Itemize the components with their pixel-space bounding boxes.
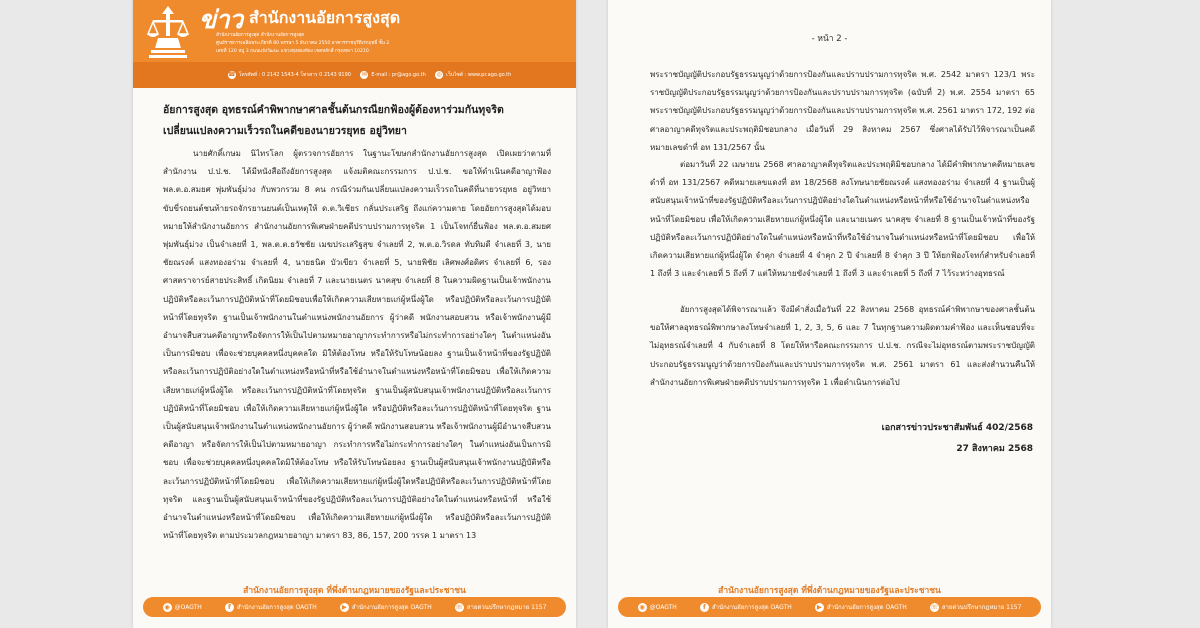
footer-hotline bbox=[455, 602, 547, 612]
footer-tagline: สำนักงานอัยการสูงสุด ที่พึ่งด้านกฎหมายของรัฐและประชาชน bbox=[718, 586, 941, 596]
contact-row bbox=[133, 69, 576, 81]
contact-email-text: E-mail : pr@ago.go.th bbox=[371, 72, 426, 78]
page-number: - หน้า 2 - bbox=[811, 34, 848, 44]
facebook-icon: f bbox=[700, 603, 709, 612]
contact-phone bbox=[228, 71, 351, 79]
footer-instagram bbox=[163, 603, 202, 612]
masthead bbox=[133, 0, 576, 88]
footer-item-text: @OAGTH bbox=[649, 603, 677, 611]
contact-website-text: เว็บไซต์ : www.pr.ago.go.th bbox=[446, 72, 512, 78]
masthead-sub-line: เลขที่ 120 หมู่ 3 ถนนแจ้งวัฒนะ แขวงทุ่งสองห้อง เขตหลักสี่ กรุงเทพฯ 10210 bbox=[216, 49, 369, 54]
email-icon: ✉ bbox=[361, 71, 367, 78]
website-icon: ◎ bbox=[436, 71, 442, 78]
press-release-page-2 bbox=[608, 0, 1051, 628]
footer-item-text: @OAGTH bbox=[174, 603, 202, 611]
facebook-icon: f bbox=[225, 603, 234, 612]
contact-website bbox=[435, 71, 511, 79]
youtube-icon: ▶ bbox=[816, 602, 822, 611]
footer-instagram bbox=[638, 603, 677, 612]
press-release-page-1 bbox=[133, 0, 576, 628]
instagram-icon: ◉ bbox=[639, 602, 645, 611]
footer-social-bar bbox=[618, 597, 1041, 617]
footer-social-bar bbox=[143, 597, 566, 617]
footer-item-text: สายด่วนปรึกษากฎหมาย 1157 bbox=[466, 604, 547, 611]
document-date: 27 สิงหาคม 2568 bbox=[956, 444, 1033, 454]
footer-facebook bbox=[225, 602, 317, 612]
footer-tagline: สำนักงานอัยการสูงสุด ที่พึ่งด้านกฎหมายของรัฐและประชาชน bbox=[243, 586, 466, 596]
footer-item-text: สำนักงานอัยการสูงสุด OAGTH bbox=[826, 604, 907, 611]
masthead-sub-line: สำนักงานอัยการสูงสุด สำนักงานอัยการสูงสุด bbox=[216, 33, 305, 38]
body-paragraph: ต่อมาวันที่ 22 เมษายน 2568 ศาลอาญาคดีทุจริตและประพฤติมิชอบกลาง ได้มีคำพิพากษาคดีหมายเลขดำที่ อท 131/2567 คดีหมายเลขแดงที่ อท 18/2568 ลงโทษนายชัยณรงค์ แสงทองอร่าม จำเลยที่ 4 ฐานเป็นผู้สนับสนุนเจ้าหน้าที่ของรัฐปฏิบัติหรือละเว้นการปฏิบัติอย่างใดในตำแหน่งหรือหน้าที่หรือใช้อำนาจในตำแหน่งหรือหน้าที่โดยมิชอบ เพื่อให้เกิดความเสียหายแก่ผู้หนึ่งผู้ใด และนายเนตร นาคสุข จำเลยที่ 8 ฐานเป็นเจ้าหน้าที่ของรัฐปฏิบัติหรือละเว้นการปฏิบัติอย่างใดในตำแหน่งหรือหน้าที่หรือใช้อำนาจในตำแหน่งหรือหน้าที่โดยมิชอบ เพื่อให้เกิดความเสียหายแก่ผู้หนึ่งผู้ใด จำคุก จำเลยที่ 4 จำคุก 2 ปี จำเลยที่ 8 จำคุก 3 ปี ให้ยกฟ้องโจทก์สำหรับจำเลยที่ 1 ถึงที่ 3 และจำเลยที่ 5 ถึงที่ 7 แต่ให้หมายขังจำเลยที่ 1 ถึงที่ 3 และจำเลยที่ 5 ถึงที่ 7 ไว้ระหว่างอุทธรณ์ bbox=[650, 160, 1035, 279]
body-paragraph: พระราชบัญญัติประกอบรัฐธรรมนูญว่าด้วยการป้องกันและปราบปรามการทุจริต พ.ศ. 2542 มาตรา 123/1 พระราชบัญญัติประกอบรัฐธรรมนูญว่าด้วยการป้องกันและปราบปรามการทุจริต (ฉบับที่ 2) พ.ศ. 2554 มาตรา 65 พระราชบัญญัติประกอบรัฐธรรมนูญว่าด้วยการป้องกันและปราบปรามการทุจริต พ.ศ. 2561 มาตรา 172, 192 ต่อศาลอาญาคดีทุจริตและประพฤติมิชอบกลาง เมื่อวันที่ 29 สิงหาคม 2567 ซึ่งศาลได้รับไว้พิจารณาเป็นคดีหมายเลขดำที่ อท 131/2567 นั้น bbox=[650, 70, 1035, 152]
document-number: เอกสารข่าวประชาสัมพันธ์ 402/2568 bbox=[881, 423, 1033, 433]
footer-item-text: สายด่วนปรึกษากฎหมาย 1157 bbox=[941, 604, 1022, 611]
hotline-icon: ☏ bbox=[930, 602, 939, 611]
masthead-news-word: ข่าว bbox=[199, 5, 243, 34]
footer-youtube bbox=[340, 602, 432, 612]
footer-item-text: สำนักงานอัยการสูงสุด OAGTH bbox=[711, 604, 792, 611]
contact-email bbox=[360, 71, 425, 79]
contact-phone-text: โทรศัพท์ : 0 2142 1543-4 โทรสาร 0 2143 9190 bbox=[238, 72, 351, 78]
footer-facebook bbox=[700, 602, 792, 612]
headline: อัยการสูงสุด อุทธรณ์คำพิพากษาศาลชั้นต้นกรณียกฟ้องผู้ต้องหาร่วมกันทุจริตเปลี่ยนแปลงความเร็วรถในคดีของนายวรยุทธ อยู่วิทยา bbox=[163, 104, 504, 137]
ago-seal-logo bbox=[143, 4, 193, 62]
youtube-icon: ▶ bbox=[341, 602, 347, 611]
footer-youtube bbox=[815, 602, 907, 612]
instagram-icon: ◉ bbox=[164, 602, 170, 611]
phone-icon: ☎ bbox=[227, 71, 236, 78]
footer-item-text: สำนักงานอัยการสูงสุด OAGTH bbox=[351, 604, 432, 611]
masthead-org-name: สำนักงานอัยการสูงสุด bbox=[249, 8, 401, 27]
body-paragraph: นายศักดิ์เกษม นิไทรโลก ผู้ตรวจการอัยการ ในฐานะโฆษกสำนักงานอัยการสูงสุด เปิดเผยว่าตามที่สำนักงาน ป.ป.ช. ได้มีหนังสือถึงอัยการสูงสุด แจ้งมติคณะกรรมการ ป.ป.ช. ขอให้ดำเนินคดีอาญาฟ้อง พล.ต.อ.สมยศ พุ่มพันธุ์ม่วง กับพวกรวม 8 คน กรณีร่วมกันเปลี่ยนแปลงความเร็วรถในคดีที่นายวรยุทธ อยู่วิทยา ขับขี่รถยนต์ชนท้ายรถจักรยานยนต์เป็นเหตุให้ ด.ต.วิเชียร กลั่นประเสริฐ ถึงแก่ความตาย โดยอัยการสูงสุดได้มอบหมายให้สำนักงานอัยการ สำนักงานอัยการพิเศษฝ่ายคดีปราบปรามการทุจริต 1 เป็นโจทก์ยื่นฟ้อง พล.ต.อ.สมยศ พุ่มพันธุ์ม่วง เป็นจำเลยที่ 1, พล.ต.ต.ธวัชชัย เมฆประเสริฐสุข จำเลยที่ 2, พ.ต.อ.วิรดล ทับทิมดี จำเลยที่ 3, นายชัยณรงค์ แสงทองอร่าม จำเลยที่ 4, นายธนิต บัวเขียว จำเลยที่ 5, นายพิชัย เลิศพงศ์อดิศร จำเลยที่ 6, รองศาสตราจารย์สายประสิทธิ์ เกิดนิยม จำเลยที่ 7 และนายเนตร นาคสุข จำเลยที่ 8 ในความผิดฐานเป็นเจ้าพนักงานปฏิบัติหรือละเว้นการปฏิบัติหน้าที่โดยมิชอบเพื่อให้เกิดความเสียหายแก่ผู้หนึ่งผู้ใด หรือปฏิบัติหรือละเว้นการปฏิบัติหน้าที่โดยทุจริต ฐานเป็นเจ้าพนักงานในตำแหน่งพนักงานอัยการ ผู้ว่าคดี พนักงานสอบสวน หรือเจ้าพนักงานผู้มีอำนาจสืบสวนคดีอาญาหรือจัดการให้เป็นไปตามหมายอาญากระทำการหรือไม่กระทำการอย่างใดๆ ในตำแหน่งอันเป็นการมิชอบ เพื่อจะช่วยบุคคลหนึ่งบุคคลใด มิให้ต้องโทษ หรือให้รับโทษน้อยลง ฐานเป็นเจ้าหน้าที่ของรัฐปฏิบัติหรือละเว้นการปฏิบัติอย่างใดในตำแหน่งหรือหน้าที่หรือใช้อำนาจในตำแหน่งหรือหน้าที่โดยมิชอบ เพื่อให้เกิดความเสียหายแก่ผู้หนึ่งผู้ใด หรือละเว้นการปฏิบัติหน้าที่โดยทุจริต ฐานเป็นผู้สนับสนุนเจ้าพนักงานปฏิบัติหรือละเว้นการปฏิบัติหน้าที่โดยมิชอบ เพื่อให้เกิดความเสียหายแก่ผู้หนึ่งผู้ใด หรือปฏิบัติหรือละเว้นการปฏิบัติหน้าที่โดยทุจริต ฐานเป็นผู้สนับสนุนเจ้าพนักงานในตำแหน่งพนักงานอัยการ ผู้ว่าคดี พนักงานสอบสวน หรือเจ้าพนักงานผู้มีอำนาจสืบสวนคดีอาญา หรือจัดการให้เป็นไปตามหมายอาญา กระทำการหรือไม่กระทำการอย่างใดๆ ในตำแหน่งอันเป็นการมิชอบ เพื่อจะช่วยบุคคลหนึ่งบุคคลใดมิให้ต้องโทษ หรือให้รับโทษน้อยลง ฐานเป็นผู้สนับสนุนเจ้าพนักงานปฏิบัติหรือละเว้นการปฏิบัติหน้าที่โดยมิชอบ เพื่อให้เกิดความเสียหายแก่ผู้หนึ่งผู้ใดหรือปฏิบัติหรือละเว้นการปฏิบัติหน้าที่โดยทุจริต และฐานเป็นผู้สนับสนุนเจ้าหน้าที่ของรัฐปฏิบัติหรือละเว้นการปฏิบัติอย่างใดในตำแหน่งหรือหน้าที่ หรือใช้อำนาจในตำแหน่งหรือหน้าที่โดยมิชอบ เพื่อให้เกิดความเสียหายแก่ผู้หนึ่งผู้ใด หรือปฏิบัติหรือละเว้นการปฏิบัติหน้าที่โดยทุจริต ตามประมวลกฎหมายอาญา มาตรา 83, 86, 157, 200 วรรค 1 มาตรา 13 bbox=[163, 149, 551, 541]
footer-item-text: สำนักงานอัยการสูงสุด OAGTH bbox=[236, 604, 317, 611]
body-paragraph: อัยการสูงสุดได้พิจารณาแล้ว จึงมีคำสั่งเมื่อวันที่ 22 สิงหาคม 2568 อุทธรณ์คำพิพากษาของศาลชั้นต้น ขอให้ศาลอุทธรณ์พิพากษาลงโทษจำเลยที่ 1, 2, 3, 5, 6 และ 7 ในทุกฐานความผิดตามคำฟ้อง และเห็นชอบที่จะไม่อุทธรณ์จำเลยที่ 4 กับจำเลยที่ 8 โดยให้หารือคณะกรรมการ ป.ป.ช. กรณีจะไม่อุทธรณ์ตามพระราชบัญญัติประกอบรัฐธรรมนูญว่าด้วยการป้องกันและปราบปรามการทุจริต พ.ศ. 2561 มาตรา 61 และส่งสำนวนคืนให้สำนักงานอัยการพิเศษฝ่ายคดีปราบปรามการทุจริต 1 เพื่อดำเนินการต่อไป bbox=[650, 305, 1035, 387]
masthead-sub-line: ศูนย์ราชการเฉลิมพระเกียรติ 80 พรรษา 5 ธันวาคม 2550 อาคารราชบุรีดิเรกฤทธิ์ ชั้น 2 bbox=[216, 41, 390, 46]
footer-hotline bbox=[930, 602, 1022, 612]
hotline-icon: ☏ bbox=[455, 602, 464, 611]
